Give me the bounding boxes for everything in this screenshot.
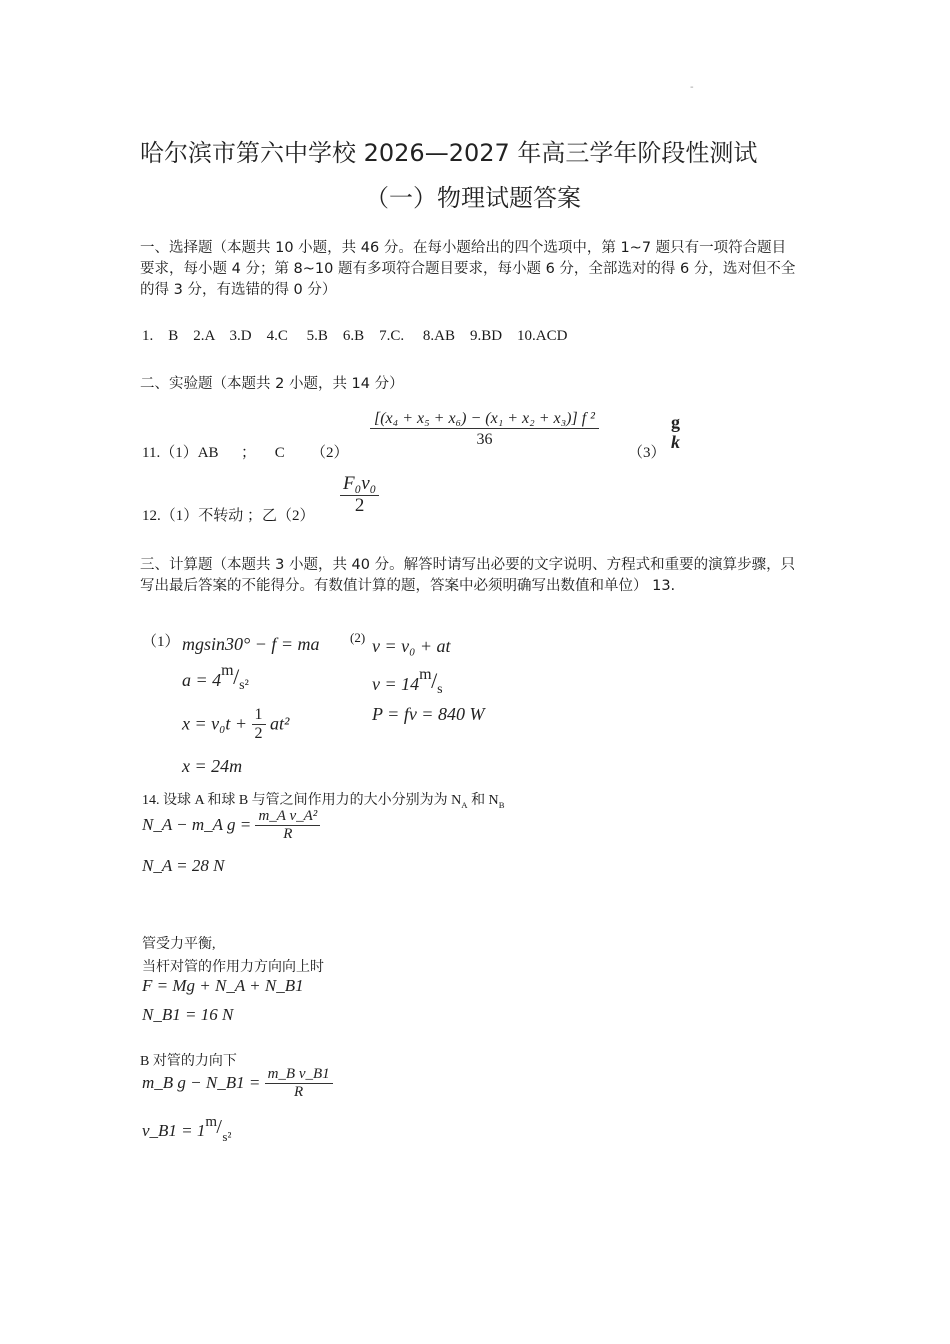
q13-eq3-frac-num: 1 [252,706,266,725]
section3-heading: 三、计算题（本题共 3 小题，共 40 分。解答时请写出必要的文字说明、方程式和重要的演算步骤，只写出最后答案的不能得分。有数值计算的题，答案中必须明确写出数值和单位） 13. [140,557,796,594]
q13-eq2-unit-den: s² [239,678,249,693]
q14-eq1-left: N_A − m_A g = [142,815,252,834]
q14-intro-and: 和 N [467,793,499,808]
q14-eq6-unit-num: m [205,1114,218,1130]
q14-eq3: F = Mg + N_A + N_B1 [142,976,304,995]
page-subtitle: （一）物理试题答案 [365,184,581,212]
q14-eq4: N_B1 = 16 N [142,1005,234,1024]
q14-intro-sub-a: A [461,799,468,810]
q14-intro-text: 14. 设球 A 和球 B 与管之间作用力的大小分别为为 N [142,793,462,808]
corner-mark: - [690,82,694,93]
section1-heading: 一、选择题（本题共 10 小题，共 46 分。在每小题给出的四个选项中，第 1~7 题只有一项符合题目要求，每小题 4 分；第 8~10 题有多项符合题目要求，每小题 6 分，全部选对的得 6 分，选对但不全的得 3 分，有选错的得 0 分） [140,240,796,298]
q13-eq3-left: x = v₀t + [182,713,248,734]
q14-eq5-num: m_B v_B1 [265,1066,333,1084]
q12-formula [340,474,379,517]
q14-text1: 管受力平衡, [142,937,216,952]
q11-formula [370,410,599,448]
q12-formula-den: 2 [354,494,365,516]
section2-heading: 二、实验题（本题共 2 小题，共 14 分） [140,376,404,392]
q13-eq7: P = fv = 840 W [372,704,485,724]
section1-answers: 1. B 2.A 3.D 4.C 5.B 6.B 7.C. 8.AB 9.BD 10.ACD [142,328,568,344]
q14-intro [142,789,504,810]
q12-text: 12.（1）不转动 ；乙（2） [142,508,315,524]
q14-eq6-left: v_B1 = 1 [142,1121,206,1140]
q13-eq1: mgsin30° − f = ma [182,634,320,654]
q11-formula-denominator: 36 [476,430,493,448]
q13-eq6-left: v = 14 [372,674,420,694]
q14-eq1-num: m_A v_A² [255,808,320,826]
q14-text3: B 对管的力向下 [140,1054,237,1069]
q13-eq3-frac-den: 2 [254,724,263,742]
q14-eq6: v_B1 = 1 m / s² [142,1114,232,1144]
q12-formula-num: F₀v₀ [340,474,379,496]
q13-eq5: v = v₀ + at [372,636,451,656]
q13-label2: (2) [350,630,366,645]
q13-eq2: a = 4 m / s² [182,662,249,693]
q13-eq4: x = 24m [182,756,243,776]
q11-answer3-den: k [671,431,680,452]
q13-eq2-unit-num: m [221,662,234,679]
q14-eq5 [142,1066,333,1100]
q14-text2: 当杆对管的作用力方向向上时 [142,960,324,975]
q14-intro-sub-b: B [498,799,505,810]
q11-part3: （3） [628,445,666,461]
q11-answer3 [668,413,683,453]
q11-answer3-num: g [671,412,680,432]
q11-text: 11.（1）AB ； C （2） [142,445,349,461]
q11-formula-numerator: [(x₄ + x₅ + x₆) − (x₁ + x₂ + x₃)] f ² [370,410,599,429]
q14-eq5-left: m_B g − N_B1 = [142,1073,261,1092]
q14-eq1-den: R [283,825,293,842]
page-title: 哈尔滨市第六中学校 2026—2027 年高三学年阶段性测试 [140,139,758,167]
q14-eq2: N_A = 28 N [142,856,225,875]
q14-eq6-unit-den: s² [222,1129,232,1144]
q13-label1: （1） [142,634,180,650]
q14-eq5-den: R [294,1083,304,1100]
q13-eq3 [182,706,289,742]
q13-eq6: v = 14 m / s [372,666,443,697]
q14-eq1 [142,808,320,842]
q13-eq3-right: at² [270,713,290,734]
q13-eq2-left: a = 4 [182,670,222,690]
q13-eq6-unit-den: s [437,682,443,697]
q13-eq6-unit-num: m [419,666,432,683]
